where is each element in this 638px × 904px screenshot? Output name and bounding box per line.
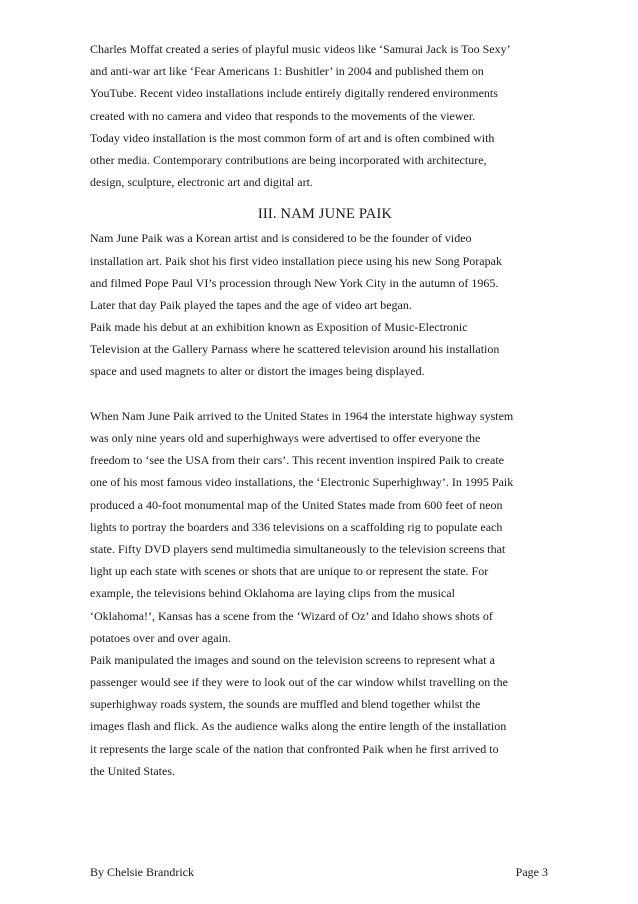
- text-line: Charles Moffat created a series of playful music videos like ‘Samurai Jack is Too Sexy’: [90, 42, 511, 56]
- text-line: one of his most famous video installations, the ‘Electronic Superhighway’. In 1995 Paik: [90, 475, 514, 490]
- paragraph-intro: [90, 38, 560, 193]
- footer-page-number: Page 3: [515, 865, 548, 879]
- footer-author: By Chelsie Brandrick: [90, 865, 194, 879]
- text-line: the United States.: [90, 763, 175, 778]
- text-line: it represents the large scale of the nation that confronted Paik when he first arrived to: [90, 741, 499, 756]
- text-line: example, the televisions behind Oklahoma are laying clips from the musical: [90, 586, 455, 601]
- text-line: superhighway roads system, the sounds are muffled and blend together whilst the: [90, 697, 481, 712]
- text-line: and anti-war art like ‘Fear Americans 1: Bushitler’ in 2004 and published them on: [90, 64, 484, 79]
- text-line: was only nine years old and superhighways were advertised to offer everyone the: [90, 431, 481, 445]
- paragraph-superhighway: [90, 405, 560, 782]
- text-line: Paik made his debut at an exhibition known as Exposition of Music-Electronic: [90, 320, 468, 335]
- text-line: Television at the Gallery Parnass where he scattered television around his installation: [90, 342, 500, 357]
- text-line: space and used magnets to alter or distort the images being displayed.: [90, 364, 425, 379]
- page-footer: [90, 865, 548, 880]
- text-line: Nam June Paik was a Korean artist and is considered to be the founder of video: [90, 231, 472, 246]
- text-line: images flash and flick. As the audience walks along the entire length of the installation: [90, 719, 507, 734]
- text-line: Today video installation is the most common form of art and is often combined with: [90, 130, 495, 145]
- text-line: potatoes over and over again.: [90, 630, 231, 645]
- text-line: design, sculpture, electronic art and digital art.: [90, 175, 313, 190]
- paragraph-spacer: [90, 383, 560, 405]
- text-line: created with no camera and video that responds to the movements of the viewer.: [90, 108, 476, 123]
- text-line: freedom to ‘see the USA from their cars’. This recent invention inspired Paik to create: [90, 453, 504, 468]
- text-line: state. Fifty DVD players send multimedia simultaneously to the television screens that: [90, 541, 506, 556]
- text-line: produced a 40-foot monumental map of the United States made from 600 feet of neon: [90, 497, 503, 512]
- document-body: [90, 38, 560, 782]
- text-line: passenger would see if they were to look out of the car window whilst travelling on the: [90, 675, 508, 690]
- text-line: light up each state with scenes or shots that are unique to or represent the state. For: [90, 564, 489, 579]
- text-line: Later that day Paik played the tapes and the age of video art began.: [90, 297, 412, 312]
- text-line: other media. Contemporary contributions are being incorporated with architecture,: [90, 152, 487, 167]
- text-line: lights to portray the boarders and 336 televisions on a scaffolding rig to populate each: [90, 519, 503, 534]
- text-line: When Nam June Paik arrived to the United States in 1964 the interstate highway system: [90, 408, 514, 423]
- text-line: installation art. Paik shot his first video installation piece using his new Song Porapak: [90, 253, 502, 268]
- text-line: Paik manipulated the images and sound on the television screens to represent what a: [90, 652, 495, 667]
- text-line: and filmed Pope Paul VI’s procession through New York City in the autumn of 1965.: [90, 275, 499, 290]
- paragraph-nam-june-paik: [90, 227, 560, 382]
- text-line: YouTube. Recent video installations include entirely digitally rendered environments: [90, 86, 498, 101]
- section-heading: III. NAM JUNE PAIK: [257, 206, 393, 223]
- text-line: ‘Oklahoma!’, Kansas has a scene from the ‘Wizard of Oz’ and Idaho shows shots of: [90, 608, 493, 623]
